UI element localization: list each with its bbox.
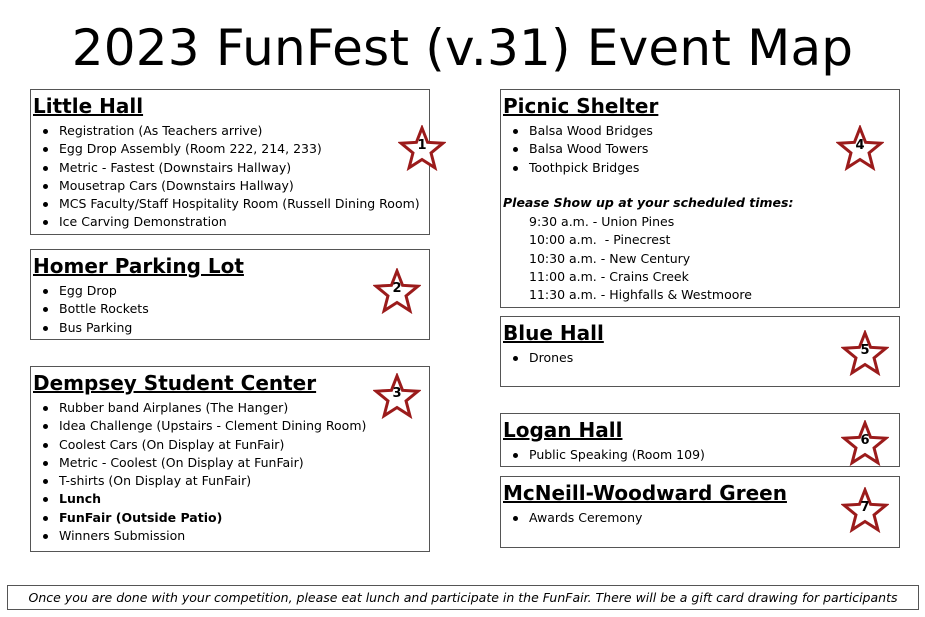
activity-list [41,399,366,545]
activity-item: Rubber band Airplanes (The Hanger) [41,399,366,417]
location-little-hall [30,89,430,235]
activity-item: T-shirts (On Display at FunFair) [41,472,366,490]
star-icon [373,268,421,314]
star-icon [841,420,889,466]
activity-item: Winners Submission [41,527,366,545]
page-title: 2023 FunFest (v.31) Event Map [71,19,854,77]
activity-list [511,349,573,367]
activity-item: Public Speaking (Room 109) [511,446,705,464]
activity-item: Bus Parking [41,319,149,337]
star-icon [841,330,889,376]
activity-item: Egg Drop Assembly (Room 222, 214, 233) [41,140,420,158]
location-dempsey-student-center [30,366,430,552]
star-icon [841,487,889,533]
location-title: Homer Parking Lot [33,254,244,278]
schedule-item: 11:30 a.m. - Highfalls & Westmoore [529,287,752,303]
location-title: McNeill-Woodward Green [503,481,787,505]
activity-item: Ice Carving Demonstration [41,213,420,231]
activity-item: Coolest Cars (On Display at FunFair) [41,436,366,454]
location-picnic-shelter [500,89,900,308]
location-title: Little Hall [33,94,144,118]
schedule-item: 10:00 a.m. - Pinecrest [529,232,671,248]
activity-item: Balsa Wood Towers [511,140,653,158]
activity-item: FunFair (Outside Patio) [41,509,366,527]
activity-list [511,122,653,177]
activity-list [41,122,420,232]
star-number: 1 [417,138,427,153]
activity-item: Registration (As Teachers arrive) [41,122,420,140]
activity-item: Idea Challenge (Upstairs - Clement Dining Room) [41,417,366,435]
footer-note: Once you are done with your competition, please eat lunch and participate in the FunFair. There will be a gift card drawing for participants [7,585,919,610]
schedule-list [511,213,752,304]
activity-item: Toothpick Bridges [511,159,653,177]
activity-item: Lunch [41,490,366,508]
activity-list [511,446,705,464]
activity-item: Egg Drop [41,282,149,300]
location-homer-parking-lot [30,249,430,340]
activity-item: MCS Faculty/Staff Hospitality Room (Russell Dining Room) [41,195,420,213]
location-title: Blue Hall [503,321,604,345]
location-title: Dempsey Student Center [33,371,317,395]
location-blue-hall [500,316,900,387]
location-title: Logan Hall [503,418,623,442]
star-number: 3 [392,386,402,401]
star-number: 2 [392,281,402,296]
star-number: 5 [860,343,870,358]
star-icon [836,125,884,171]
schedule-item: 11:00 a.m. - Crains Creek [529,268,689,284]
star-number: 4 [855,138,865,153]
schedule-heading: Please Show up at your scheduled times: [503,195,794,210]
activity-item: Bottle Rockets [41,300,149,318]
star-number: 7 [860,500,870,515]
activity-item: Balsa Wood Bridges [511,122,653,140]
star-icon [398,125,446,171]
star-icon [373,373,421,419]
activity-item: Metric - Fastest (Downstairs Hallway) [41,159,420,177]
schedule-item: 10:30 a.m. - New Century [529,250,691,266]
activity-list [511,509,642,527]
schedule-item: 9:30 a.m. - Union Pines [529,214,675,229]
location-title: Picnic Shelter [503,94,659,118]
location-mcneill-woodward-green [500,476,900,548]
location-logan-hall [500,413,900,467]
activity-item: Metric - Coolest (On Display at FunFair) [41,454,366,472]
activity-item: Drones [511,349,573,367]
activity-list [41,282,149,337]
activity-item: Mousetrap Cars (Downstairs Hallway) [41,177,420,195]
star-number: 6 [860,433,870,448]
activity-item: Awards Ceremony [511,509,642,527]
